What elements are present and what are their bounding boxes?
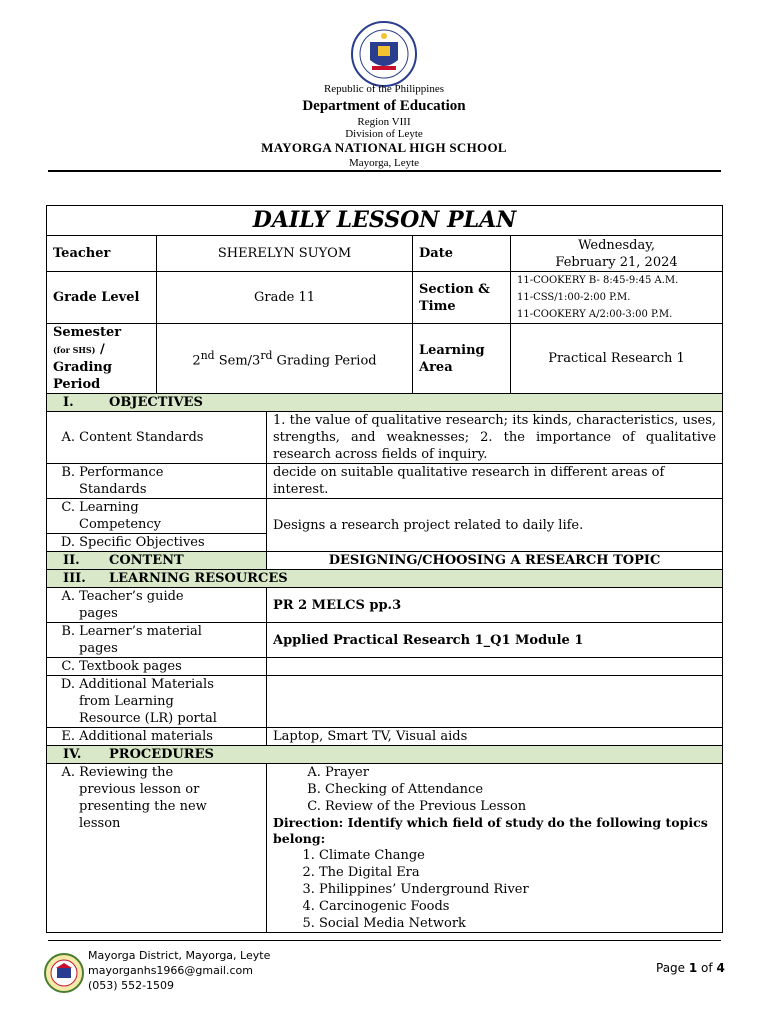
grade-label: Grade Level <box>47 272 157 324</box>
content-topic: DESIGNING/CHOOSING A RESEARCH TOPIC <box>267 552 723 570</box>
content-heading: II. CONTENT <box>47 552 267 570</box>
school-name: MAYORGA NATIONAL HIGH SCHOOL <box>261 140 507 155</box>
department-title: Department of Education <box>302 98 466 114</box>
additional-lr-value <box>267 676 723 728</box>
lesson-plan-table <box>46 205 723 933</box>
footer-contact <box>88 948 270 993</box>
date-value <box>511 236 723 272</box>
teachers-guide-value: PR 2 MELCS pp.3 <box>267 588 723 623</box>
additional-materials-value: Laptop, Smart TV, Visual aids <box>267 728 723 746</box>
list-item: 2. The Digital Era <box>319 864 716 881</box>
section-item: 11-COOKERY B- 8:45-9:45 A.M. <box>517 275 679 286</box>
list-item: A. Prayer <box>325 764 716 781</box>
procedure-steps <box>273 764 716 815</box>
grading-label-line1: Grading <box>53 360 112 375</box>
grade-value: Grade 11 <box>157 272 413 324</box>
for-shs-note: (for SHS) <box>53 345 96 355</box>
learning-competency-value: Designs a research project related to daily life. <box>267 499 723 552</box>
list-item: 5. Social Media Network <box>319 915 716 932</box>
textbook-label: C. Textbook pages <box>47 658 267 676</box>
topics-list <box>273 847 716 932</box>
footer-address: Mayorga District, Mayorga, Leyte <box>88 949 271 962</box>
deped-seal-icon <box>350 20 418 88</box>
school-location: Mayorga, Leyte <box>348 157 420 169</box>
plan-title: DAILY LESSON PLAN <box>47 206 723 236</box>
grading-label-line2: Period <box>53 377 101 392</box>
learners-material-label: B. Learner’s material pages <box>47 623 267 658</box>
learning-area-label: Learning Area <box>413 324 511 394</box>
footer-divider <box>48 940 721 941</box>
section-label-line1: Section & <box>419 281 490 297</box>
learning-competency-label: C. Learning Competency <box>47 499 267 534</box>
semester-value: 2nd Sem/3rd Grading Period <box>157 324 413 394</box>
teacher-label: Teacher <box>47 236 157 272</box>
learning-area-value: Practical Research 1 <box>511 324 723 394</box>
list-item: 1. Climate Change <box>319 847 716 864</box>
list-item: 4. Carcinogenic Foods <box>319 898 716 915</box>
procedures-heading: IV. PROCEDURES <box>47 746 723 764</box>
page-number: Page 1 of 4 <box>656 961 725 975</box>
list-item: C. Review of the Previous Lesson <box>325 798 716 815</box>
semester-label: Semester (for SHS) / Grading Period <box>47 324 157 394</box>
section-item: 11-CSS/1:00-2:00 P.M. <box>517 292 631 303</box>
date-label: Date <box>413 236 511 272</box>
content-standards-value: 1. the value of qualitative research; its kinds, characteristics, uses, strengths, and weaknesses; 2. the importance of qualitative research across fields of inquiry. <box>267 412 723 464</box>
specific-objectives-label: D. Specific Objectives <box>47 534 267 552</box>
section-value <box>511 272 723 324</box>
division-text: Division of Leyte <box>345 128 423 140</box>
teachers-guide-label: A. Teacher’s guide pages <box>47 588 267 623</box>
section-label <box>413 272 511 324</box>
header-divider <box>48 170 721 172</box>
footer-phone: (053) 552-1509 <box>88 979 175 992</box>
additional-lr-label: D. Additional Materials from Learning Resource (LR) portal <box>47 676 267 728</box>
semester-label-line1: Semester <box>53 325 122 340</box>
republic-text: Republic of the Philippines <box>323 83 445 95</box>
performance-standards-label: B. Performance Standards <box>47 464 267 499</box>
footer-email: mayorganhs1966@gmail.com <box>88 964 253 977</box>
performance-standards-value: decide on suitable qualitative research in different areas of interest. <box>267 464 723 499</box>
section-label-line2: Time <box>419 298 456 314</box>
section-item: 11-COOKERY A/2:00-3:00 P.M. <box>517 309 673 320</box>
additional-materials-label: E. Additional materials <box>47 728 267 746</box>
direction-text: Direction: Identify which field of study do the following topics belong: <box>273 815 708 846</box>
date-full: February 21, 2024 <box>555 254 678 270</box>
list-item: B. Checking of Attendance <box>325 781 716 798</box>
content-standards-label: A. Content Standards <box>47 412 267 464</box>
textbook-value <box>267 658 723 676</box>
region-text: Region VIII <box>357 116 411 128</box>
resources-heading: III. LEARNING RESOURCES <box>47 570 723 588</box>
objectives-heading: I. OBJECTIVES <box>47 394 723 412</box>
review-value <box>267 764 723 933</box>
teacher-value: SHERELYN SUYOM <box>157 236 413 272</box>
school-logo-icon <box>44 953 84 993</box>
review-label: A. Reviewing the previous lesson or presenting the new lesson <box>47 764 267 933</box>
learners-material-value: Applied Practical Research 1_Q1 Module 1 <box>267 623 723 658</box>
list-item: 3. Philippines’ Underground River <box>319 881 716 898</box>
date-weekday: Wednesday, <box>578 237 655 253</box>
